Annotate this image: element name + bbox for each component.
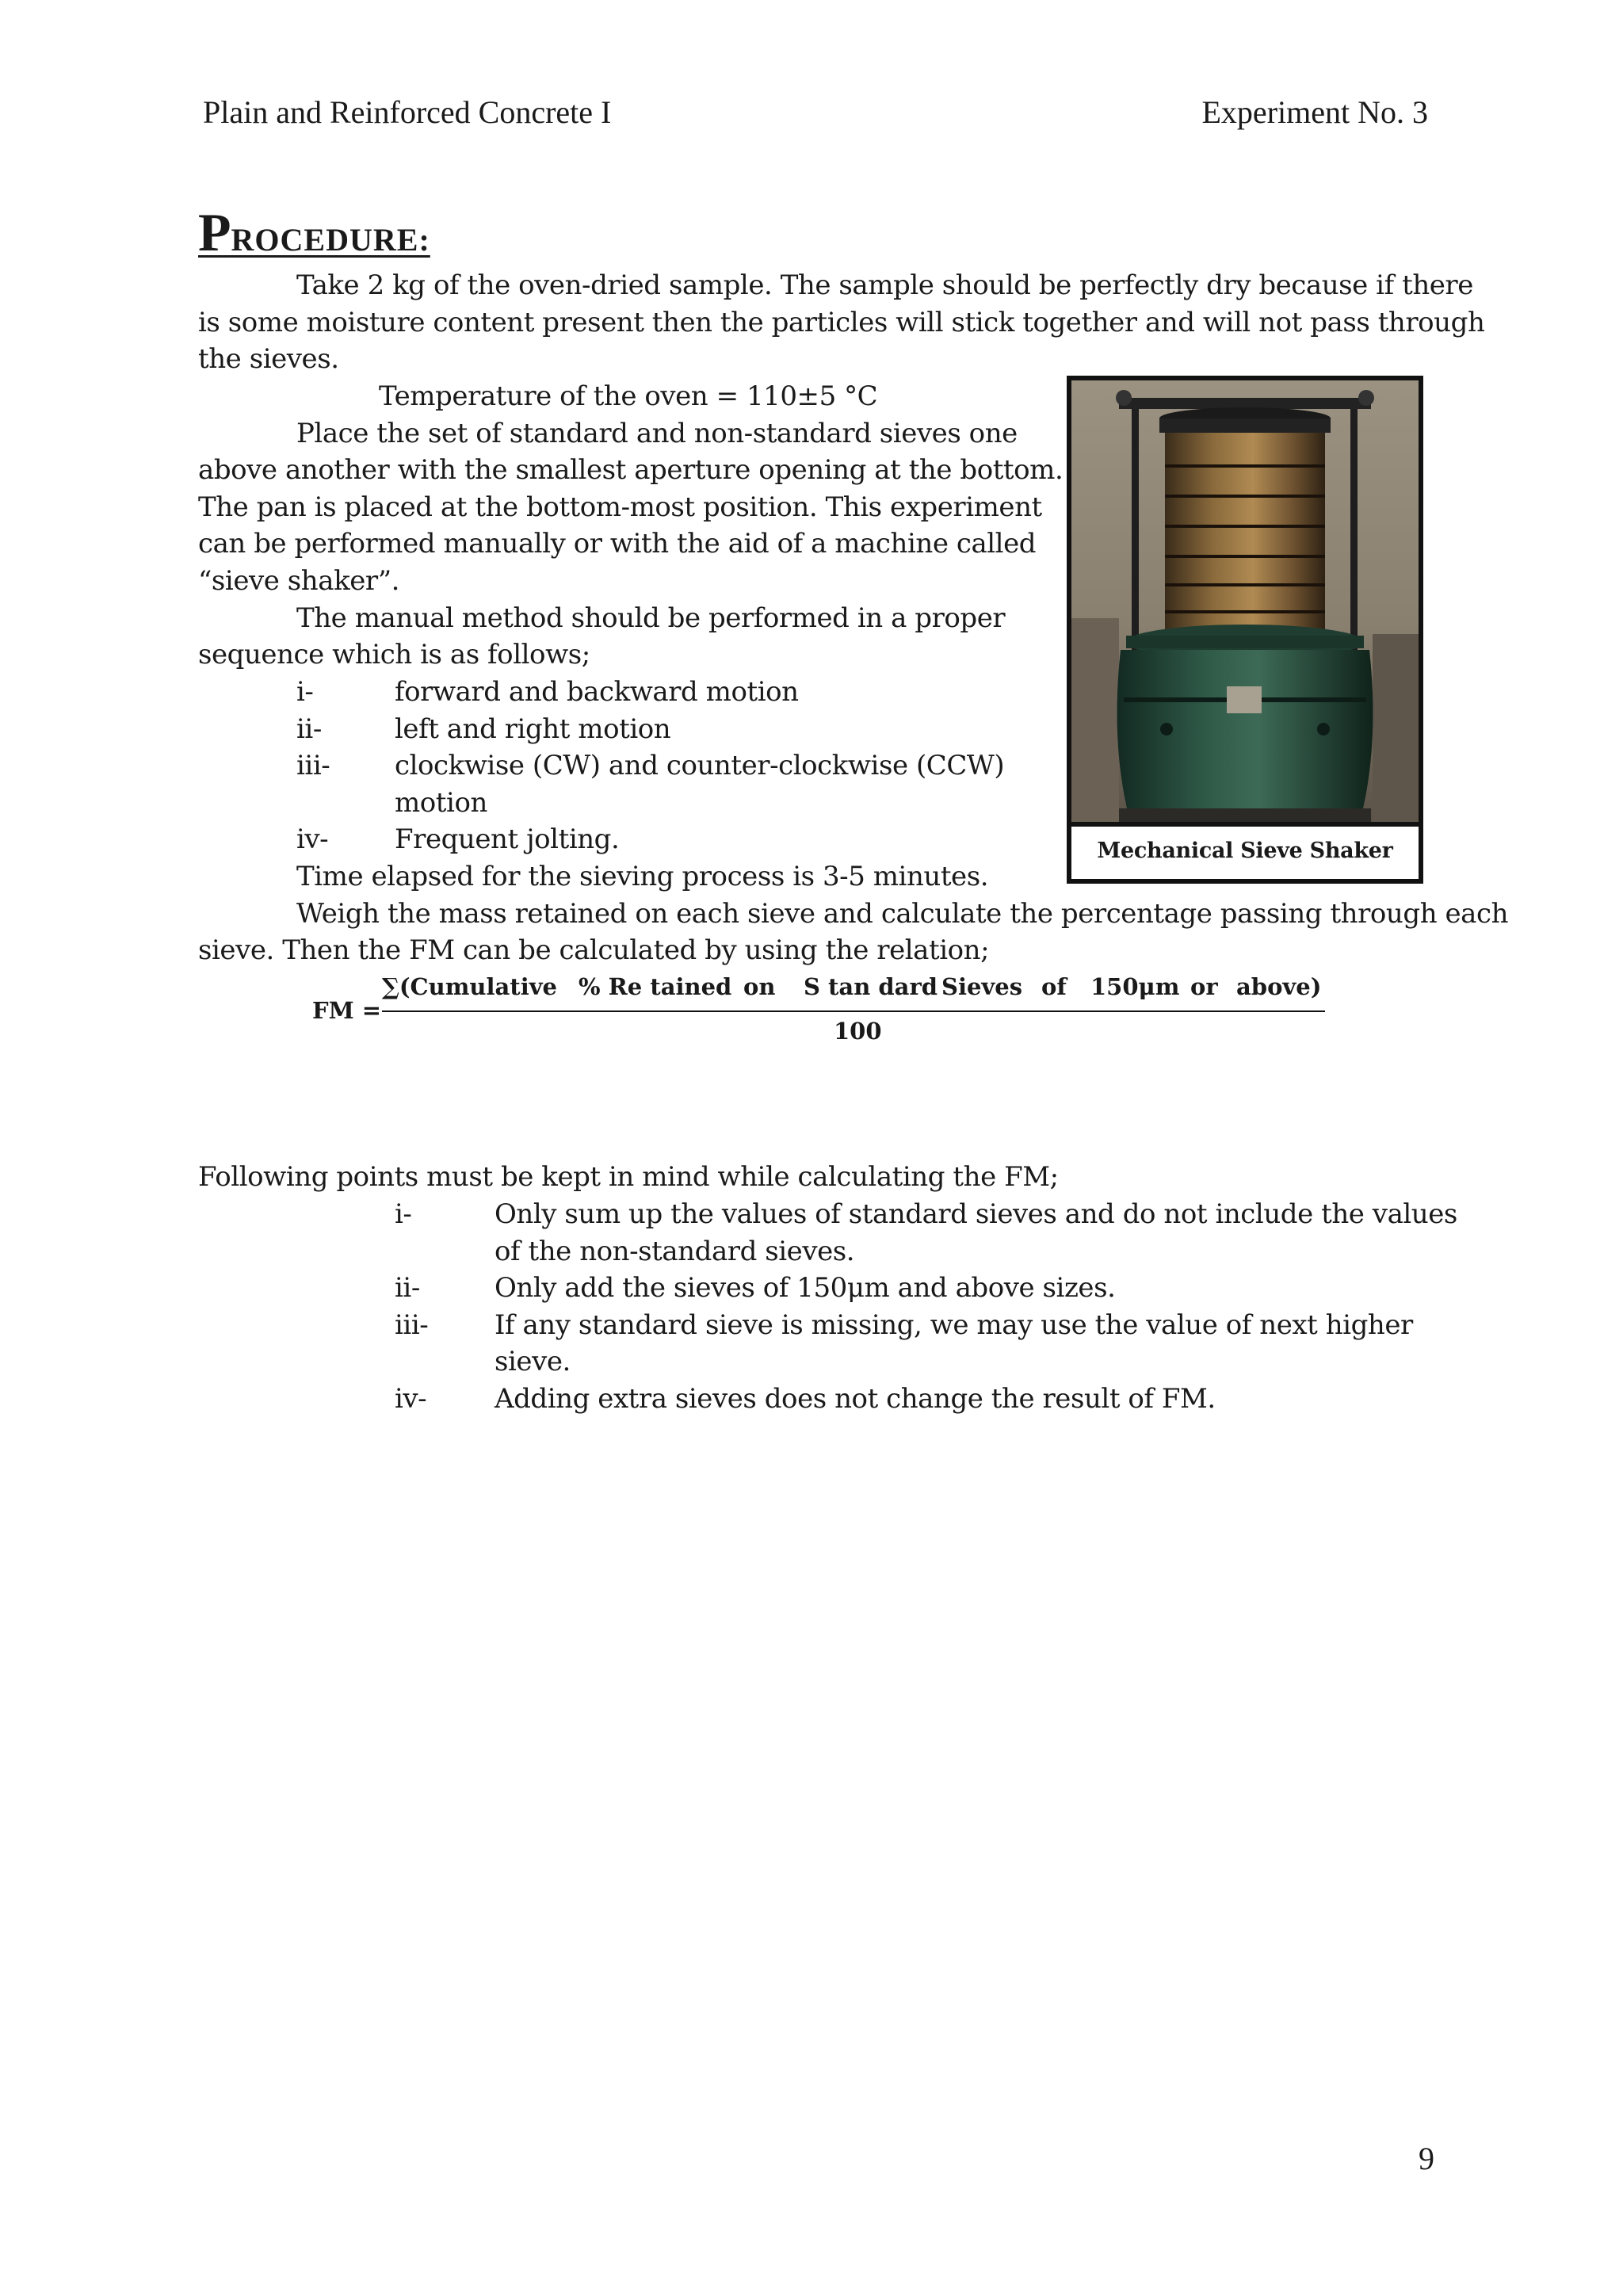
header-experiment-number: Experiment No. 3 <box>1201 94 1428 130</box>
list-item-number: iii- <box>296 750 330 782</box>
list-item-number: i- <box>395 1198 412 1230</box>
formula-term: ∑(Cumulative <box>382 973 558 1000</box>
section-title-rest: ROCEDURE: <box>231 222 430 258</box>
list-item-continuation: of the non-standard sieves. <box>495 1235 855 1267</box>
motion-sequence-list <box>296 674 1010 864</box>
list-item: forward and backward motion <box>395 676 799 708</box>
list-item-number: iii- <box>395 1308 429 1341</box>
paragraph-2-line-1: Place the set of standard and non-standard sieves one <box>296 418 1018 449</box>
sieving-time: Time elapsed for the sieving process is 3-5 minutes. <box>296 861 989 892</box>
paragraph-2-line-5: “sieve shaker”. <box>198 565 399 597</box>
list-item-number: ii- <box>395 1272 420 1305</box>
paragraph-1-line-3: the sieves. <box>198 343 339 375</box>
formula-term: S tan dard <box>804 973 938 1000</box>
list-item: clockwise (CW) and counter-clockwise (CCW) <box>395 750 1005 782</box>
list-item: Adding extra sieves does not change the result of FM. <box>495 1383 1216 1415</box>
formula-term: above) <box>1236 973 1322 1000</box>
oven-temperature: Temperature of the oven = 110±5 °C <box>379 380 878 412</box>
list-item-continuation: motion <box>395 786 487 819</box>
paragraph-4-line-2: sieve. Then the FM can be calculated by using the relation; <box>198 934 990 966</box>
section-title-initial: P <box>198 202 231 262</box>
formula-term: or <box>1190 973 1218 1000</box>
list-item: If any standard sieve is missing, we may use the value of next higher <box>495 1308 1413 1341</box>
paragraph-2-line-3: The pan is placed at the bottom-most position. This experiment <box>198 491 1042 523</box>
list-item: Frequent jolting. <box>395 823 620 856</box>
formula-term: on <box>743 973 776 1000</box>
points-intro: Following points must be kept in mind while calculating the FM; <box>198 1161 1059 1193</box>
list-item: left and right motion <box>395 712 671 745</box>
paragraph-4-line-1: Weigh the mass retained on each sieve and calculate the percentage passing through each <box>296 898 1509 930</box>
paragraph-2-line-2: above another with the smallest aperture opening at the bottom. <box>198 454 1064 486</box>
formula-denominator: 100 <box>834 1018 882 1045</box>
formula-term: 150μm <box>1090 973 1180 1000</box>
header-course-title: Plain and Reinforced Concrete I <box>203 94 612 130</box>
sieve-shaker-illustration <box>1071 380 1419 823</box>
formula-term: Sieves <box>941 973 1023 1000</box>
formula-lhs: FM = <box>312 997 382 1024</box>
sieve-shaker-photo <box>1067 376 1423 832</box>
list-item-number: iv- <box>296 823 329 856</box>
paragraph-1-line-1: Take 2 kg of the oven-dried sample. The sample should be perfectly dry because if there <box>296 269 1473 301</box>
list-item-number: i- <box>296 676 314 708</box>
paragraph-3-line-1: The manual method should be performed in a proper <box>296 602 1006 634</box>
section-title <box>198 201 430 264</box>
list-item-number: ii- <box>296 712 322 745</box>
figure-caption: Mechanical Sieve Shaker <box>1097 839 1393 863</box>
formula-fraction-bar <box>382 1010 1325 1012</box>
fm-points-list <box>395 1196 1457 1457</box>
list-item-continuation: sieve. <box>495 1346 571 1378</box>
list-item: Only sum up the values of standard sieves and do not include the values <box>495 1198 1457 1230</box>
paragraph-3-line-2: sequence which is as follows; <box>198 639 590 670</box>
paragraph-2-line-4: can be performed manually or with the aid of a machine called <box>198 528 1037 560</box>
list-item: Only add the sieves of 150μm and above sizes. <box>495 1272 1116 1305</box>
formula-term: % Re tained <box>579 973 732 1000</box>
figure-caption-box <box>1067 822 1423 884</box>
page-number: 9 <box>1419 2141 1434 2176</box>
list-item-number: iv- <box>395 1383 427 1415</box>
paragraph-1-line-2: is some moisture content present then the particles will stick together and will not pass through <box>198 307 1485 338</box>
formula-term: of <box>1041 973 1067 1000</box>
